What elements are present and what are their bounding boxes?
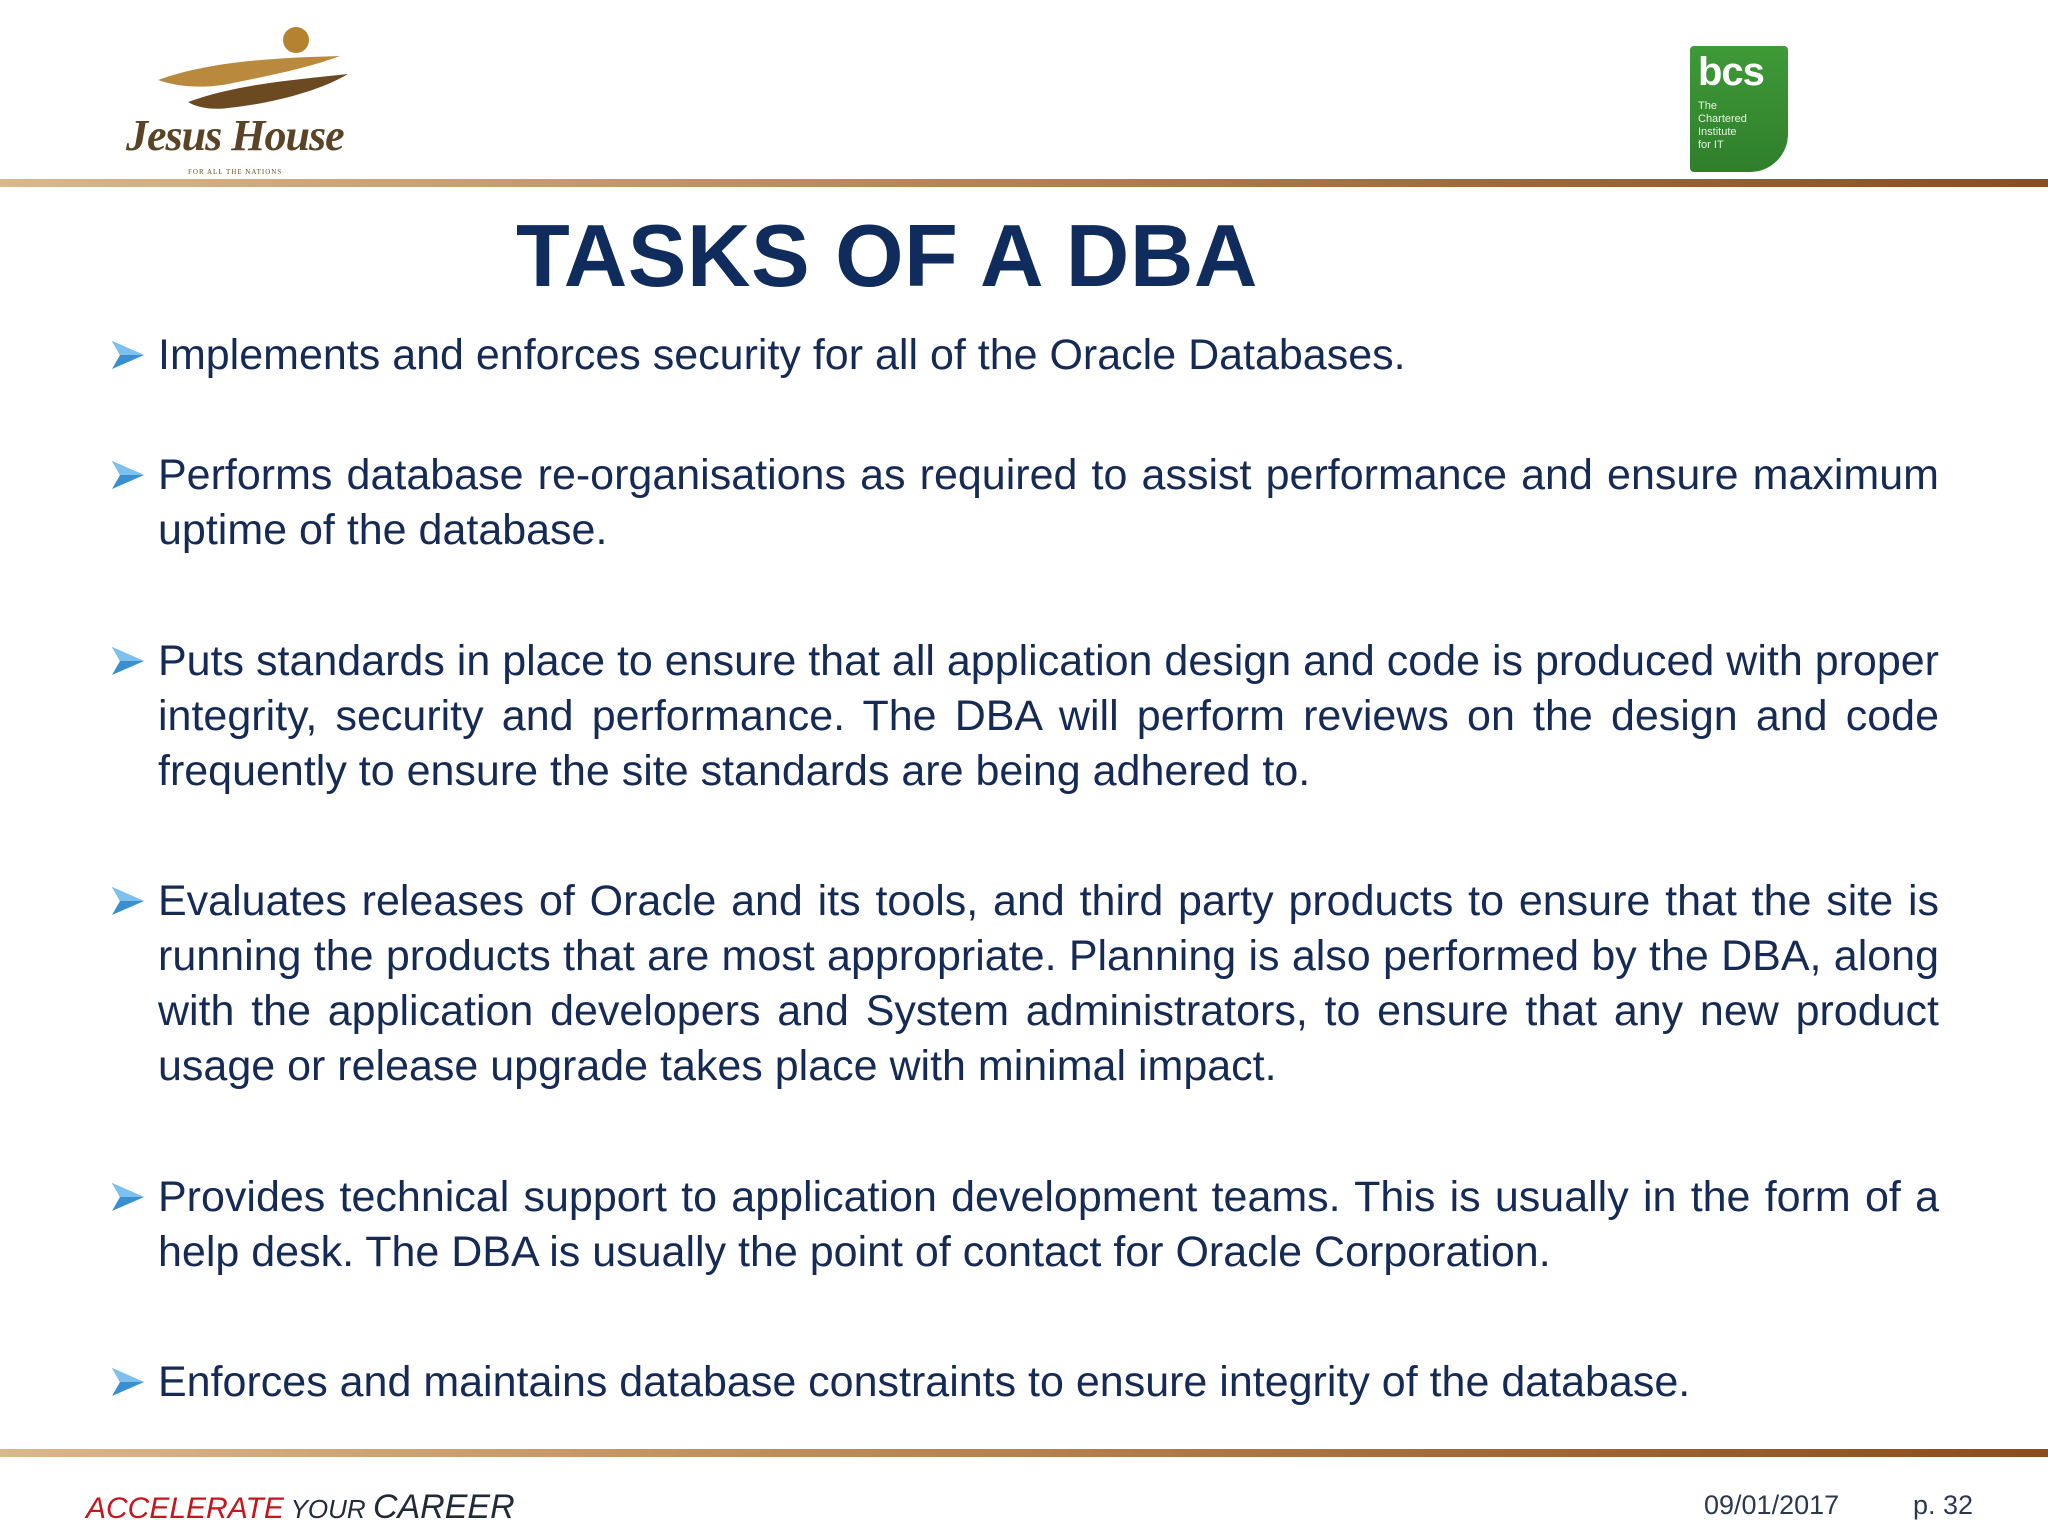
bcs-shield-icon <box>1690 46 1788 172</box>
jesus-house-figure-icon <box>118 22 388 122</box>
header-divider <box>0 179 2048 187</box>
bcs-subtitle-line: for IT <box>1698 139 1724 151</box>
bcs-subtitle-line: The <box>1698 100 1717 112</box>
slide-title: TASKS OF A DBA <box>516 206 1258 305</box>
logo-tagline: FOR ALL THE NATIONS <box>188 168 283 176</box>
bullet-text: Enforces and maintains database constraints to ensure integrity of the database. <box>158 1358 1691 1406</box>
bullet-text: Puts standards in place to ensure that all application design and code is produced with proper integrity, security and performance. The DBA will perform reviews on the design and code frequently to ensure the site standards are being adhered to. <box>158 637 1939 795</box>
bullet-text: Provides technical support to application development teams. This is usually in the form of a help desk. The DBA is usually the point of contact for Oracle Corporation. <box>158 1173 1939 1276</box>
arrow-bullet-icon <box>110 643 146 679</box>
arrow-bullet-icon <box>110 457 146 493</box>
footer-divider <box>0 1449 2048 1457</box>
slogan-word-career: CAREER <box>372 1488 515 1526</box>
arrow-bullet-icon <box>110 1364 146 1400</box>
arrow-bullet-icon <box>110 1179 146 1215</box>
jesus-house-logo <box>118 22 388 176</box>
bcs-subtitle-line: Institute <box>1698 126 1737 138</box>
arrow-bullet-icon <box>110 883 146 919</box>
page-number: p. 32 <box>1913 1490 1974 1520</box>
bullet-text: Implements and enforces security for all of the Oracle Databases. <box>158 331 1406 379</box>
bcs-subtitle-line: Chartered <box>1698 113 1747 125</box>
footer-slogan <box>86 1488 515 1527</box>
slogan-word-your: YOUR <box>283 1494 373 1524</box>
bullet-text: Performs database re-organisations as required to assist performance and ensure maximum uptime of the database. <box>158 451 1939 554</box>
bullet-text: Evaluates releases of Oracle and its tools, and third party products to ensure that the site is running the products that are most appropriate. Planning is also performed by the DBA, along with the application developers and System administrators, to ensure that any new product usage or release upgrade takes place with minimal impact. <box>158 877 1939 1090</box>
bcs-subtitle <box>1698 100 1780 152</box>
slogan-word-accelerate: ACCELERATE <box>86 1492 284 1525</box>
footer-date: 09/01/2017 <box>1704 1490 1840 1520</box>
logo-brand-text: Jesus House <box>126 111 344 160</box>
bcs-brand-text: bcs <box>1698 50 1764 94</box>
arrow-bullet-icon <box>110 337 146 373</box>
